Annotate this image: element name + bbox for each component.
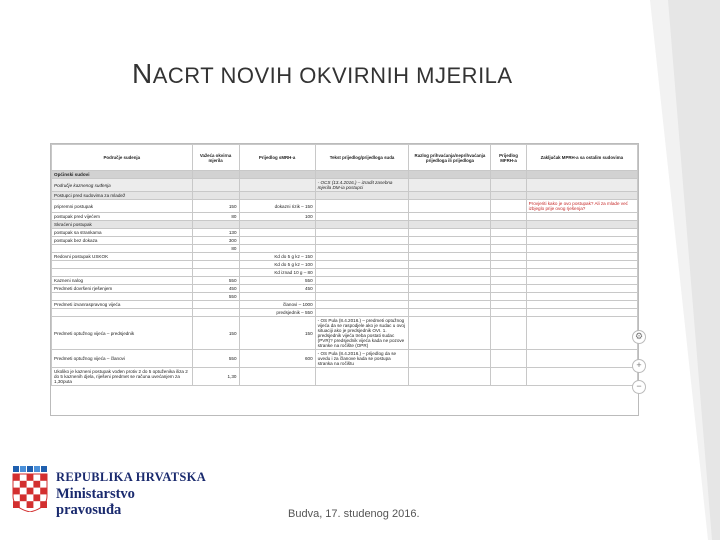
table-cell — [315, 309, 409, 317]
table-cell — [491, 261, 526, 269]
coat-of-arms-icon — [12, 466, 48, 512]
table-cell — [315, 253, 409, 261]
table-cell — [409, 171, 491, 179]
zoom-in-icon[interactable]: + — [632, 359, 646, 373]
table-cell — [526, 317, 637, 350]
gear-icon[interactable]: ⚙ — [632, 330, 646, 344]
table-cell — [315, 277, 409, 285]
table-cell — [192, 309, 239, 317]
table-cell — [491, 237, 526, 245]
table-cell: 150 — [239, 317, 315, 350]
table-cell — [315, 301, 409, 309]
table-row — [52, 269, 638, 277]
table-row — [52, 253, 638, 261]
table-header-cell: Prijedlog MFRH-a — [491, 145, 526, 171]
table-row — [52, 179, 638, 192]
table-cell: Općinski sudovi — [52, 171, 193, 179]
table-cell — [526, 229, 637, 237]
table-cell: Kd do 5 g kz – 100 — [239, 261, 315, 269]
table-cell — [315, 237, 409, 245]
table-cell — [409, 350, 491, 368]
table-cell — [409, 301, 491, 309]
table-cell — [192, 192, 239, 200]
table-cell — [409, 213, 491, 221]
table-cell: 550 — [192, 293, 239, 301]
table-cell — [315, 192, 409, 200]
table-cell: Predmeti dovršeni rješenjem — [52, 285, 193, 293]
table-cell: 80 — [192, 245, 239, 253]
table-row — [52, 277, 638, 285]
table-cell — [491, 229, 526, 237]
table-cell — [192, 253, 239, 261]
table-cell — [409, 309, 491, 317]
table-cell: postupak sa strankama — [52, 229, 193, 237]
table-cell — [491, 179, 526, 192]
table-cell — [315, 261, 409, 269]
table-cell — [491, 285, 526, 293]
table-cell — [239, 171, 315, 179]
table-cell — [491, 368, 526, 386]
table-row — [52, 285, 638, 293]
table-cell: Postupci pred sudovima za mladež — [52, 192, 193, 200]
table-cell: Kd iznad 10 g – 80 — [239, 269, 315, 277]
table-cell: Predmeti izvanraspravnog vijeća — [52, 301, 193, 309]
ministry-dept: pravosuđa — [56, 502, 122, 518]
table-cell: postupak bez dokaza — [52, 237, 193, 245]
table-cell — [192, 269, 239, 277]
table-cell: 450 — [239, 285, 315, 293]
table-cell — [526, 179, 637, 192]
table-row — [52, 261, 638, 269]
table-cell — [526, 301, 637, 309]
table-cell: 150 — [192, 317, 239, 350]
table-header-cell: Područje sudenja — [52, 145, 193, 171]
table-cell: - OCS (13.4.2016.) – izradit zasebna mjerila DM-ia postupci — [315, 179, 409, 192]
table-cell: Kazneni nalog — [52, 277, 193, 285]
table-cell — [491, 221, 526, 229]
table-cell: 550 — [239, 277, 315, 285]
table-cell: 300 — [192, 237, 239, 245]
table-cell: 1,30 — [192, 368, 239, 386]
table-cell — [491, 350, 526, 368]
slide-title-text: ACRT NOVIH OKVIRNIH MJERILA — [152, 63, 513, 88]
table-cell — [526, 277, 637, 285]
table-cell — [526, 261, 637, 269]
table-cell — [491, 213, 526, 221]
footer-location-date: Budva, 17. studenog 2016. — [288, 508, 420, 520]
table-cell — [52, 261, 193, 269]
table-cell: postupak pred vijećem — [52, 213, 193, 221]
table-cell — [315, 221, 409, 229]
table-cell — [526, 350, 637, 368]
table-cell: Provjeriti kako je ovo postupak? Ali za mlade već izbjeglo prije ovog rješenja? — [526, 200, 637, 213]
table-cell — [409, 253, 491, 261]
table-cell — [526, 293, 637, 301]
table-cell: predsjednik – 550 — [239, 309, 315, 317]
table-cell — [409, 179, 491, 192]
table-cell — [491, 301, 526, 309]
table-cell — [409, 245, 491, 253]
table-cell — [491, 293, 526, 301]
table-row — [52, 350, 638, 368]
table-body — [52, 171, 638, 386]
table-cell: 80 — [192, 213, 239, 221]
table-cell — [409, 368, 491, 386]
table-header-cell: Važeća okvirna mjerila — [192, 145, 239, 171]
table-cell — [192, 221, 239, 229]
table-cell — [409, 317, 491, 350]
table-row — [52, 368, 638, 386]
table-cell — [239, 245, 315, 253]
table-cell — [192, 301, 239, 309]
table-cell: Ukoliko je kazneni postupak vođen protiv 2 do 5 optuženika iliza 2 do 5 kaznenih djela, riješeni predmet se računa uvećanjem za 1,30puta — [52, 368, 193, 386]
table-cell — [491, 269, 526, 277]
table-header-cell: Zaključak MPRH-a sa ostalim sudovima — [526, 145, 637, 171]
table-cell — [491, 192, 526, 200]
table-cell — [315, 229, 409, 237]
table-cell — [409, 277, 491, 285]
table-cell — [526, 269, 637, 277]
table-cell — [315, 245, 409, 253]
table-header-cell: Razlog prihvaćanja/neprihvaćanja prijedloga ili prijedloga — [409, 145, 491, 171]
table-cell: 550 — [192, 350, 239, 368]
table-cell — [526, 213, 637, 221]
table-cell — [409, 237, 491, 245]
table-cell — [315, 213, 409, 221]
table-cell — [526, 192, 637, 200]
ministry-country: REPUBLIKA HRVATSKA — [56, 470, 207, 484]
table-cell — [491, 200, 526, 213]
table-cell: Predmeti optužnog vijeća – članovi — [52, 350, 193, 368]
table-cell — [192, 261, 239, 269]
table-header-cell: Prijedlog sMRH-a — [239, 145, 315, 171]
table-cell — [491, 245, 526, 253]
table-header-row — [52, 145, 638, 171]
table-row — [52, 245, 638, 253]
table-cell — [409, 261, 491, 269]
table-cell — [52, 293, 193, 301]
table-header-cell: Tekst prijedlog/prijedloga suda — [315, 145, 409, 171]
table-cell — [491, 277, 526, 285]
table-cell — [52, 309, 193, 317]
table-cell: 150 — [192, 200, 239, 213]
table-row — [52, 293, 638, 301]
table-cell: pripremni postupak — [52, 200, 193, 213]
table-cell — [239, 237, 315, 245]
table-cell — [491, 309, 526, 317]
table-cell — [526, 237, 637, 245]
table-cell — [409, 269, 491, 277]
table-cell — [192, 171, 239, 179]
table-cell: članovi – 1000 — [239, 301, 315, 309]
criteria-table-image — [50, 143, 639, 416]
table-cell — [52, 269, 193, 277]
table-cell: - OS Pula (8.4.2016.) – predmeti optužnog vijeća da se raspodjele ako je sudac u ovoj situaciji ako je predsjednik OVI. 1. predsjednik vijeća treba postati sudac (PVR)? predsjednik vijeća kada ne pozove stranke na ročište (OPR) — [315, 317, 409, 350]
table-cell — [526, 253, 637, 261]
table-cell: Redovni postupak USKOK — [52, 253, 193, 261]
table-cell: 450 — [192, 285, 239, 293]
table-cell — [491, 317, 526, 350]
decorative-corner-shape — [650, 0, 720, 540]
table-cell — [315, 171, 409, 179]
table-cell — [315, 200, 409, 213]
table-cell — [315, 293, 409, 301]
table-cell: Predmeti optužnog vijeća – predsjednik — [52, 317, 193, 350]
table-row — [52, 301, 638, 309]
table-row — [52, 317, 638, 350]
table-cell: 600 — [239, 350, 315, 368]
table-row — [52, 221, 638, 229]
table-cell — [315, 269, 409, 277]
table-cell: dokazni rizik – 150 — [239, 200, 315, 213]
table-row — [52, 229, 638, 237]
table-cell: 130 — [192, 229, 239, 237]
table-cell: Kd do 5 g kz – 150 — [239, 253, 315, 261]
table-cell — [192, 179, 239, 192]
zoom-out-icon[interactable]: − — [632, 380, 646, 394]
table-cell: Područje kaznenog suđenja — [52, 179, 193, 192]
table-cell — [239, 368, 315, 386]
table-cell — [526, 285, 637, 293]
table-cell — [409, 285, 491, 293]
table-row — [52, 200, 638, 213]
slide-title-initial: N — [132, 58, 153, 89]
table-cell — [52, 245, 193, 253]
slide-title — [132, 58, 513, 90]
table-cell — [409, 192, 491, 200]
table-row — [52, 237, 638, 245]
table-cell: Skraćeni postupak — [52, 221, 193, 229]
table-row — [52, 171, 638, 179]
table-cell: - OS Pula (8.4.2016.) – prijedlog da se uvedu i za članove kada se postupa stranka na ročištu — [315, 350, 409, 368]
table-cell — [239, 293, 315, 301]
table-cell — [526, 245, 637, 253]
table-cell — [526, 221, 637, 229]
criteria-table — [51, 144, 638, 386]
table-cell — [239, 179, 315, 192]
table-cell — [239, 221, 315, 229]
table-cell — [409, 200, 491, 213]
table-cell — [491, 253, 526, 261]
table-cell — [409, 221, 491, 229]
table-cell — [239, 229, 315, 237]
table-row — [52, 213, 638, 221]
table-cell — [315, 368, 409, 386]
table-cell — [409, 229, 491, 237]
table-cell — [239, 192, 315, 200]
table-row — [52, 309, 638, 317]
table-cell — [315, 285, 409, 293]
ministry-logo-text — [56, 470, 206, 519]
table-cell — [526, 368, 637, 386]
table-row — [52, 192, 638, 200]
table-cell: 100 — [239, 213, 315, 221]
ministry-name: Ministarstvo — [56, 486, 135, 502]
table-cell — [409, 293, 491, 301]
table-cell — [526, 309, 637, 317]
table-cell: 550 — [192, 277, 239, 285]
table-cell — [526, 171, 637, 179]
table-cell — [491, 171, 526, 179]
